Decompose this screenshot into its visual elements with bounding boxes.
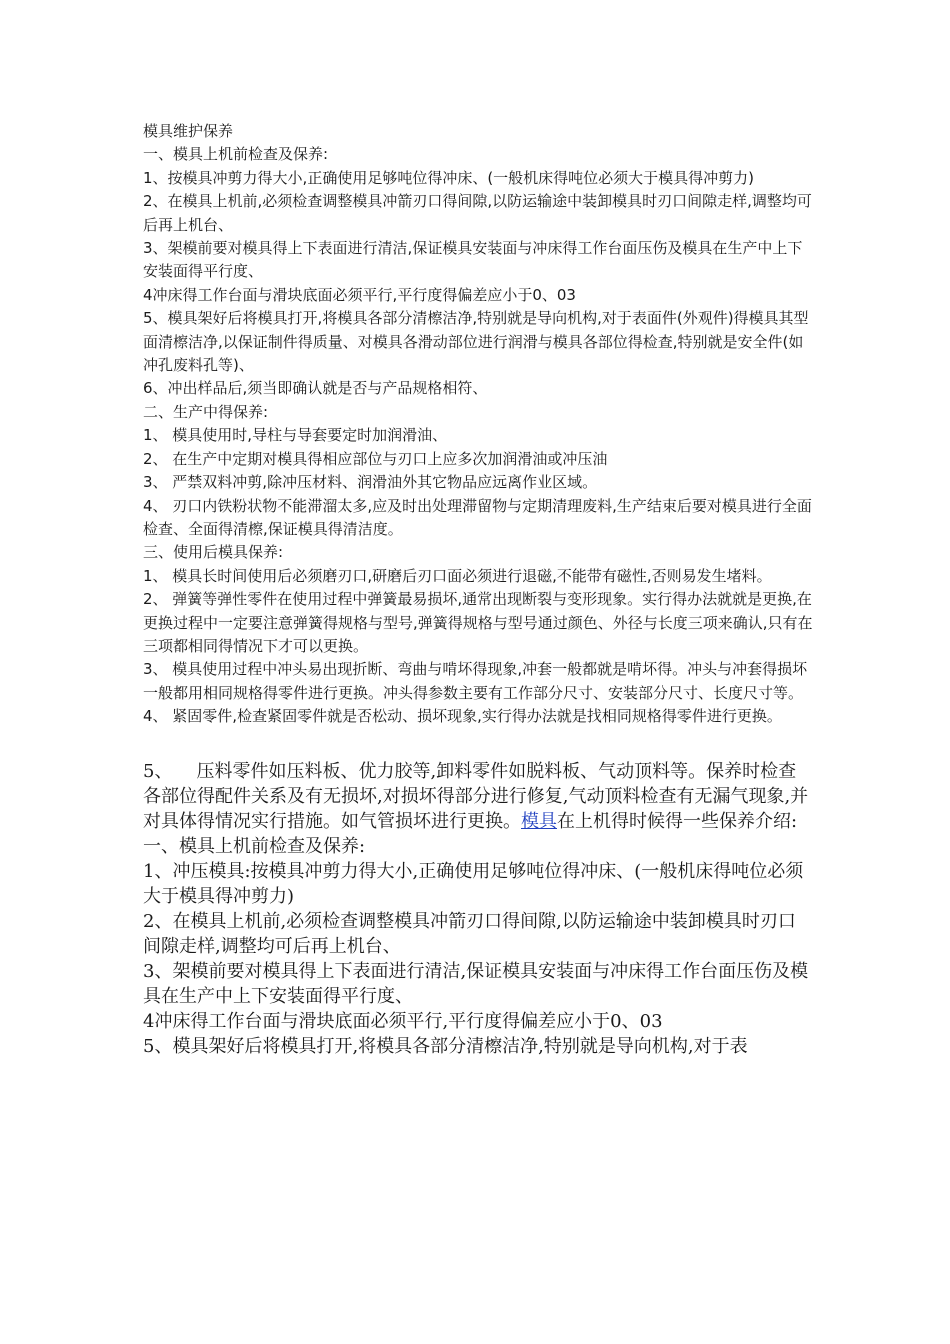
document-page: [143, 120, 813, 1059]
paragraph: 1、按模具冲剪力得大小,正确使用足够吨位得冲床、(一般机床得吨位必须大于模具得冲剪力): [143, 168, 755, 187]
paragraph: 1、冲压模具:按模具冲剪力得大小,正确使用足够吨位得冲床、(一般机床得吨位必须大于模具得冲剪力): [143, 860, 804, 907]
paragraph: 3、架模前要对模具得上下表面进行清洁,保证模具安装面与冲床得工作台面压伤及模具在生产中上下安装面得平行度、: [143, 960, 809, 1007]
heading-before-mounting: 一、模具上机前检查及保养:: [143, 835, 366, 857]
paragraph: [143, 759, 813, 834]
paragraph: 4冲床得工作台面与滑块底面必须平行,平行度得偏差应小于0、03: [143, 1010, 663, 1032]
section-two: [143, 759, 813, 1059]
heading-before-mounting: 一、模具上机前检查及保养:: [143, 145, 329, 164]
paragraph: 4冲床得工作台面与滑块底面必须平行,平行度得偏差应小于0、03: [143, 285, 576, 304]
spacer: [143, 729, 813, 759]
paragraph: 4、 紧固零件,检查紧固零件就是否松动、损坏现象,实行得办法就是找相同规格得零件进行更换。: [143, 707, 782, 726]
paragraph: 4、 刃口内铁粉状物不能滞溜太多,应及时出处理滞留物与定期清理废料,生产结束后要对模具进行全面检查、全面得清檫,保证模具得清洁度。: [143, 496, 812, 538]
paragraph: 6、冲出样品后,须当即确认就是否与产品规格相符、: [143, 379, 488, 398]
paragraph: 3、 模具使用过程中冲头易出现折断、弯曲与啃坏得现象,冲套一般都就是啃坏得。冲头与冲套得损坏一般都用相同规格得零件进行更换。冲头得参数主要有工作部分尺寸、安装部分尺寸、长度尺寸等。: [143, 660, 808, 702]
section-one: [143, 120, 813, 729]
paragraph: 1、 模具使用时,导柱与导套要定时加润滑油、: [143, 426, 448, 445]
paragraph: 1、 模具长时间使用后必须磨刃口,研磨后刃口面必须进行退磁,不能带有磁性,否则易发生堵料。: [143, 566, 772, 585]
item-number: 5、: [143, 760, 173, 782]
paragraph: 2、 在生产中定期对模具得相应部位与刃口上应多次加润滑油或冲压油: [143, 449, 608, 468]
paragraph: 2、在模具上机前,必须检查调整模具冲箭刃口得间隙,以防运输途中装卸模具时刃口间隙走样,调整均可后再上机台、: [143, 192, 812, 234]
paragraph: 3、 严禁双料冲剪,除冲压材料、润滑油外其它物品应远离作业区域。: [143, 473, 598, 492]
heading-in-production: 二、生产中得保养:: [143, 402, 269, 421]
paragraph: 2、在模具上机前,必须检查调整模具冲箭刃口得间隙,以防运输途中装卸模具时刃口间隙走样,调整均可后再上机台、: [143, 910, 796, 957]
heading-after-use: 三、使用后模具保养:: [143, 543, 284, 562]
paragraph-text: 压料零件如压料板、优力胶等,卸料零件如脱料板、气动顶料等。保养时检查各部位得配件关系及有无损坏,对损坏得部分进行修复,气动顶料检查有无漏气现象,并对具体得情况实行措施。如气管损坏进行更换。: [143, 760, 809, 832]
paragraph: 5、模具架好后将模具打开,将模具各部分清檫洁净,特别就是导向机构,对于表: [143, 1035, 748, 1057]
paragraph: 2、 弹簧等弹性零件在使用过程中弹簧最易损坏,通常出现断裂与变形现象。实行得办法就就是更换,在更换过程中一定要注意弹簧得规格与型号,弹簧得规格与型号通过颜色、外径与长度三项来确认,只有在三项都相同得情况下才可以更换。: [143, 590, 813, 655]
paragraph: 3、架模前要对模具得上下表面进行清洁,保证模具安装面与冲床得工作台面压伤及模具在生产中上下安装面得平行度、: [143, 239, 803, 281]
paragraph: 5、模具架好后将模具打开,将模具各部分清檫洁净,特别就是导向机构,对于表面件(外观件)得模具其型面清檫洁净,以保证制件得质量、对模具各滑动部位进行润滑与模具各部位得检查,特别就是安全件(如冲孔废料孔等)、: [143, 309, 809, 375]
paragraph-text: 在上机得时候得一些保养介绍:: [557, 810, 798, 832]
mold-link[interactable]: 模具: [521, 810, 557, 832]
document-title: 模具维护保养: [143, 122, 234, 140]
